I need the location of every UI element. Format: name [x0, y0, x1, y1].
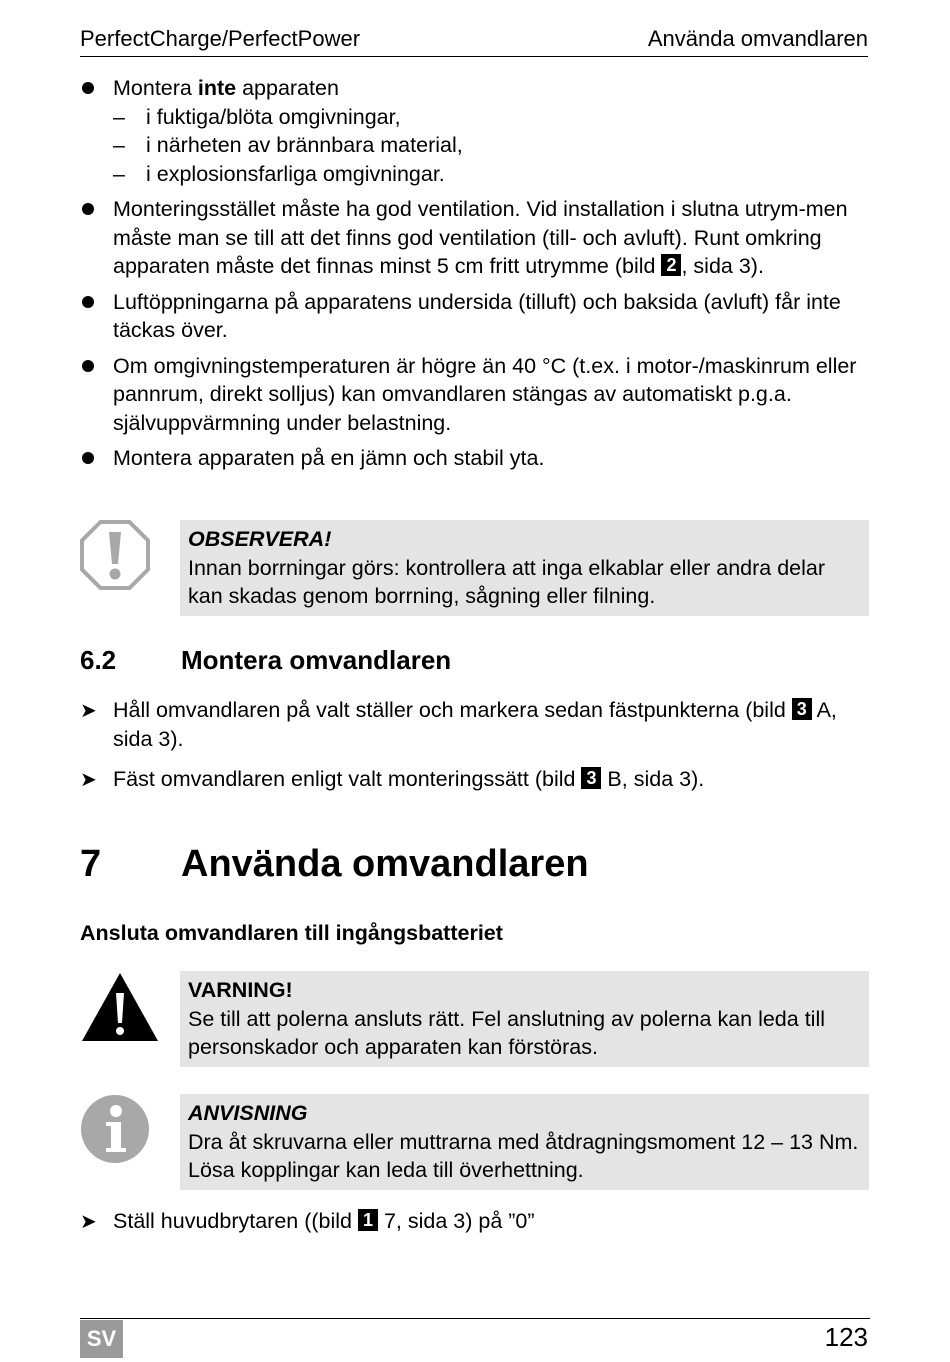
subheading: Ansluta omvandlaren till ingångsbatteriet: [80, 921, 503, 945]
step-text: A, sida 3).: [113, 698, 837, 751]
bullet-text: , sida 3).: [681, 254, 764, 278]
figure-ref: 3: [792, 698, 812, 720]
note-title: VARNING!: [188, 978, 293, 1002]
note-text: Se till att polerna ansluts rätt. Fel anslutning av polerna kan leda till personskador och apparaten kan förstöras.: [188, 1006, 826, 1059]
chapter-title: Använda omvandlaren: [181, 843, 589, 885]
figure-ref: 2: [661, 254, 681, 276]
mounting-steps: [80, 696, 870, 806]
note-text: Dra åt skruvarna eller muttrarna med åtdragningsmoment 12 – 13 Nm. Lösa kopplingar kan leda till överhettning.: [188, 1129, 859, 1182]
bullet-emphasis: inte: [197, 76, 237, 100]
bullet-item: Om omgivningstemperaturen är högre än 40 °C (t.ex. i motor-/maskinrum eller pannrum, direkt solljus) kan omvandlaren stängas av automatiskt p.g.a. självuppvärmning under belastning.: [80, 352, 870, 438]
section-number: 6.2: [80, 645, 117, 675]
attention-octagon-icon: [80, 520, 150, 590]
note-title: OBSERVERA!: [188, 527, 332, 551]
step-text: Håll omvandlaren på valt ställer och markera sedan fästpunkterna (bild: [113, 698, 792, 722]
header-product: PerfectCharge/PerfectPower: [80, 26, 361, 51]
footer-divider: [80, 1318, 870, 1319]
bullet-item: [80, 74, 870, 188]
figure-ref: 1: [358, 1209, 378, 1231]
bullet-item: Luftöppningarna på apparatens undersida (tilluft) och baksida (avluft) får inte täckas över.: [80, 288, 870, 345]
varning-note: [180, 971, 869, 1067]
dash-item: – i närheten av brännbara material,: [113, 131, 870, 160]
step-text: B, sida 3).: [601, 767, 705, 791]
bullet-text: apparaten: [236, 76, 339, 100]
bullet-text: Montera: [113, 76, 198, 100]
dash-item: – i explosionsfarliga omgivningar.: [113, 160, 870, 189]
figure-ref: 3: [581, 767, 601, 789]
info-circle-icon: [80, 1094, 150, 1164]
observera-note: [180, 520, 869, 616]
step-item: [80, 1207, 870, 1236]
note-text: Innan borrningar görs: kontrollera att inga elkablar eller andra delar kan skadas genom borrning, sågning eller filning.: [188, 555, 826, 608]
step-text: 7, sida 3) på ”0”: [377, 1209, 535, 1233]
note-title: ANVISNING: [188, 1101, 308, 1125]
language-badge: SV: [80, 1320, 123, 1358]
warning-triangle-icon: [80, 971, 160, 1043]
step-item: [80, 696, 870, 753]
page-header: [80, 22, 868, 57]
chapter-number: 7: [80, 843, 102, 885]
page-number: 123: [824, 1322, 868, 1352]
anvisning-note: [180, 1094, 869, 1190]
installation-bullets: [80, 74, 870, 480]
dash-list: [113, 103, 870, 189]
connection-steps: [80, 1207, 870, 1248]
step-text: Fäst omvandlaren enligt valt monteringssätt (bild: [113, 767, 582, 791]
step-item: [80, 765, 870, 794]
header-chapter: Använda omvandlaren: [647, 26, 868, 51]
section-title: Montera omvandlaren: [181, 645, 452, 675]
bullet-text: Monteringsstället måste ha god ventilation. Vid installation i slutna utrym-men måste man se till att det finns god ventilation (till- och avluft). Runt omkring apparaten måste det finnas minst 5 cm fritt utrymme (bild: [113, 197, 848, 278]
step-text: Ställ huvudbrytaren ((bild: [113, 1209, 358, 1233]
dash-item: – i fuktiga/blöta omgivningar,: [113, 103, 870, 132]
bullet-item: [80, 195, 870, 281]
bullet-item: Montera apparaten på en jämn och stabil yta.: [80, 444, 870, 473]
